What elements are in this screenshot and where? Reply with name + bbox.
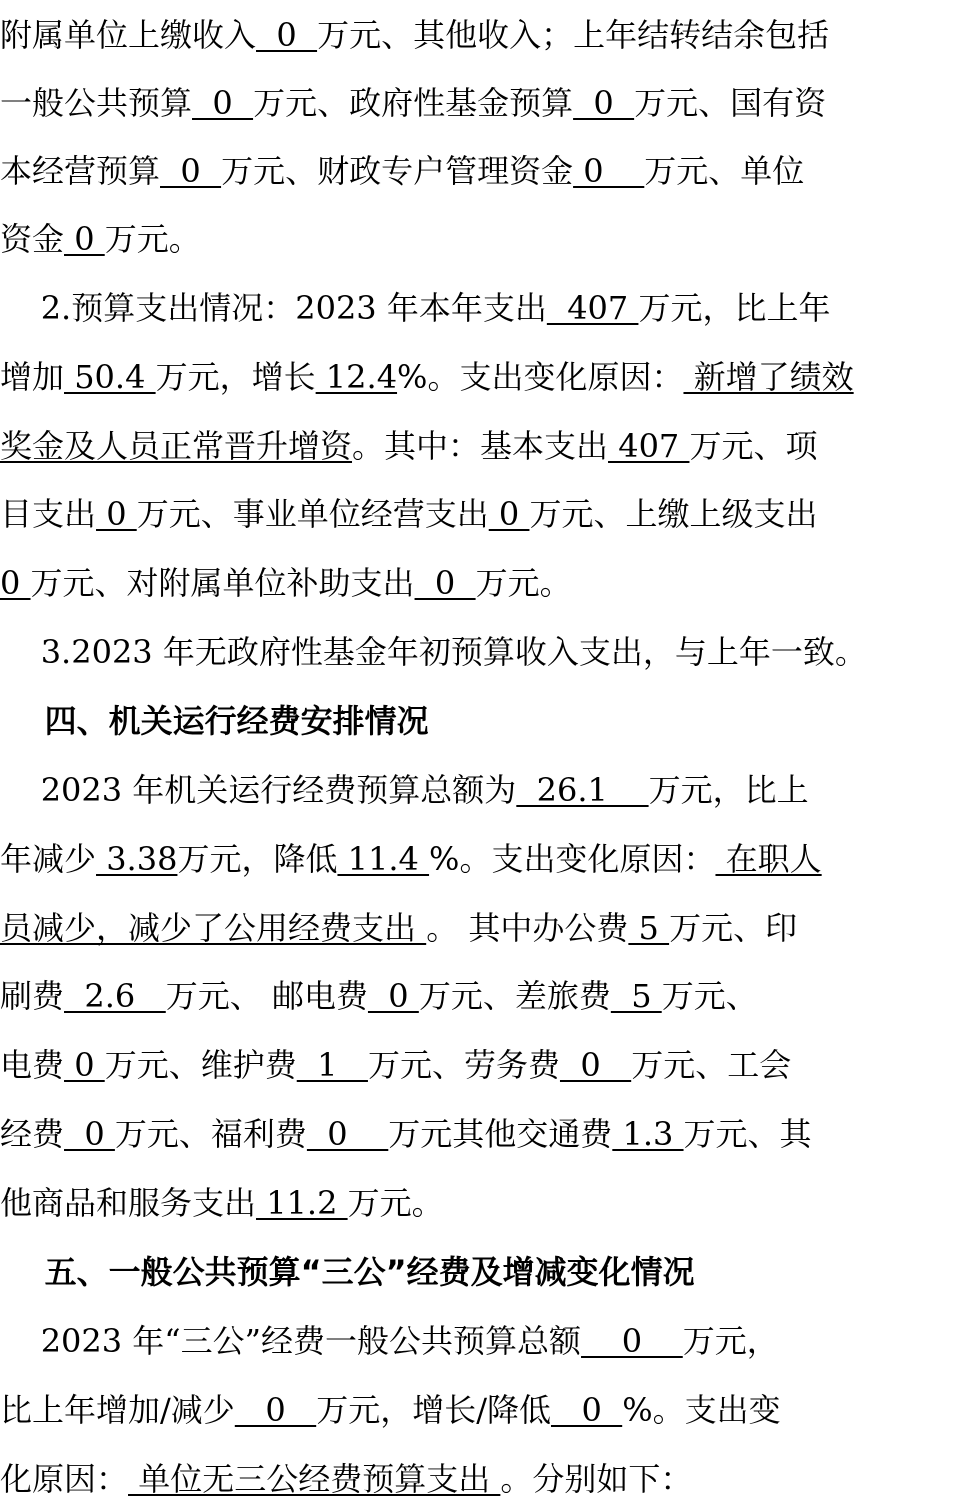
text-segment: 万元、财政专户管理资金 (221, 152, 574, 190)
filled-blank: 3.38 (96, 840, 178, 878)
text-segment: 万元其他交通费 (388, 1115, 613, 1153)
text-segment: 刷费 (0, 977, 65, 1015)
filled-blank: 员减少，减少了公用经费支出 (0, 909, 427, 947)
filled-blank: 0 (306, 1115, 389, 1153)
text-segment: 。其中：基本支出 (352, 427, 609, 465)
text-line (0, 1316, 954, 1366)
text-line (0, 214, 954, 264)
text-line (0, 765, 954, 815)
filled-blank: 407 (608, 427, 690, 465)
filled-blank: 0 (573, 152, 645, 190)
filled-blank: 0 (581, 1322, 683, 1360)
text-segment: 万元。 (475, 564, 572, 602)
filled-blank: 0 (234, 1391, 317, 1429)
text-line (0, 146, 954, 196)
section-heading: 四、机关运行经费安排情况 (0, 702, 429, 740)
filled-blank: 2.6 (64, 977, 166, 1015)
text-segment: 他商品和服务支出 (0, 1184, 257, 1222)
filled-blank: 11.2 (256, 1184, 348, 1222)
text-segment: 年减少 (0, 840, 97, 878)
text-segment: 一般公共预算 (0, 84, 193, 122)
text-segment: 万元、国有资 (634, 84, 827, 122)
text-line (0, 1385, 954, 1435)
text-segment: 2023 年机关运行经费预算总额为 (0, 771, 517, 809)
text-line (0, 558, 954, 608)
text-segment: 万元， (682, 1322, 779, 1360)
text-segment: 万元、其他收入；上年结转结余包括 (317, 16, 830, 54)
filled-blank: 0 (256, 16, 318, 54)
text-segment: 万元、 (661, 977, 758, 1015)
filled-blank: 50.4 (64, 358, 156, 396)
text-segment: %。支出变化原因： (429, 840, 716, 878)
filled-blank: 0 (550, 1391, 623, 1429)
text-segment: 电费 (0, 1046, 65, 1084)
text-segment: 万元、项 (689, 427, 818, 465)
filled-blank: 单位无三公经费预算支出 (128, 1460, 501, 1498)
text-segment: 附属单位上缴收入 (0, 16, 257, 54)
text-segment: 万元、政府性基金预算 (253, 84, 574, 122)
text-segment: 本经营预算 (0, 152, 161, 190)
text-line (0, 971, 954, 1021)
filled-blank: 0 (64, 1115, 115, 1153)
text-line (0, 1178, 954, 1228)
filled-blank: 11.4 (337, 840, 430, 878)
filled-blank: 12.4 (315, 358, 398, 396)
text-segment: 。 其中办公费 (426, 909, 629, 947)
filled-blank: 奖金及人员正常晋升增资 (0, 427, 353, 465)
filled-blank: 0 (160, 152, 222, 190)
text-segment: 万元，增长/降低 (316, 1391, 551, 1429)
text-segment: 万元、上缴上级支出 (529, 495, 818, 533)
text-line (0, 421, 954, 471)
text-segment: 比上年增加/减少 (0, 1391, 235, 1429)
text-segment: %。支出变 (622, 1391, 781, 1429)
text-line (0, 903, 954, 953)
text-line (0, 1454, 954, 1504)
text-line (0, 1040, 954, 1090)
text-segment: 万元、印 (669, 909, 798, 947)
text-segment: 万元、对附属单位补助支出 (30, 564, 415, 602)
text-segment: 万元、事业单位经营支出 (136, 495, 489, 533)
text-line (0, 627, 954, 677)
filled-blank: 0 (573, 84, 635, 122)
text-segment: 万元、单位 (644, 152, 805, 190)
text-segment: 化原因： (0, 1460, 129, 1498)
text-segment: 万元，增长 (155, 358, 316, 396)
text-line (0, 696, 954, 746)
text-segment: 增加 (0, 358, 65, 396)
text-segment: 万元，比上年 (638, 289, 831, 327)
filled-blank: 0 (64, 220, 105, 258)
filled-blank: 新增了绩效 (683, 358, 854, 396)
text-line (0, 1247, 954, 1297)
text-line (0, 283, 954, 333)
text-line (0, 834, 954, 884)
text-segment: 万元、福利费 (114, 1115, 307, 1153)
filled-blank: 0 (367, 977, 419, 1015)
text-segment: 资金 (0, 220, 65, 258)
text-segment: 万元。 (347, 1184, 444, 1222)
text-segment: 经费 (0, 1115, 65, 1153)
filled-blank: 5 (628, 909, 670, 947)
text-line (0, 489, 954, 539)
text-segment: 万元、维护费 (104, 1046, 297, 1084)
filled-blank: 1 (296, 1046, 368, 1084)
text-segment: %。支出变化原因： (397, 358, 684, 396)
filled-blank: 0 (414, 564, 476, 602)
text-segment: 万元、 邮电费 (165, 977, 368, 1015)
filled-blank: 0 (96, 495, 137, 533)
text-segment: 3.2023 年无政府性基金年初预算收入支出，与上年一致。 (0, 633, 867, 671)
filled-blank: 0 (64, 1046, 105, 1084)
text-segment: 万元。 (104, 220, 201, 258)
text-line (0, 10, 954, 60)
text-segment: 万元、其 (683, 1115, 812, 1153)
text-segment: 万元、差旅费 (418, 977, 611, 1015)
text-segment: 万元、劳务费 (367, 1046, 560, 1084)
text-line (0, 352, 954, 402)
filled-blank: 0 (0, 564, 31, 602)
text-line (0, 78, 954, 128)
filled-blank: 0 (559, 1046, 632, 1084)
text-segment: 万元，降低 (177, 840, 338, 878)
filled-blank: 1.3 (612, 1115, 684, 1153)
filled-blank: 26.1 (516, 771, 649, 809)
text-segment: 万元、工会 (631, 1046, 792, 1084)
text-segment: 2023 年“三公”经费一般公共预算总额 (0, 1322, 582, 1360)
filled-blank: 5 (610, 977, 662, 1015)
filled-blank: 0 (488, 495, 530, 533)
text-segment: 2.预算支出情况：2023 年本年支出 (0, 289, 547, 327)
text-line (0, 1109, 954, 1159)
text-segment: 。分别如下： (500, 1460, 693, 1498)
filled-blank: 在职人 (715, 840, 822, 878)
text-segment: 万元，比上 (648, 771, 809, 809)
filled-blank: 0 (192, 84, 254, 122)
section-heading: 五、一般公共预算“三公”经费及增减变化情况 (0, 1253, 695, 1291)
text-segment: 目支出 (0, 495, 97, 533)
filled-blank: 407 (546, 289, 639, 327)
